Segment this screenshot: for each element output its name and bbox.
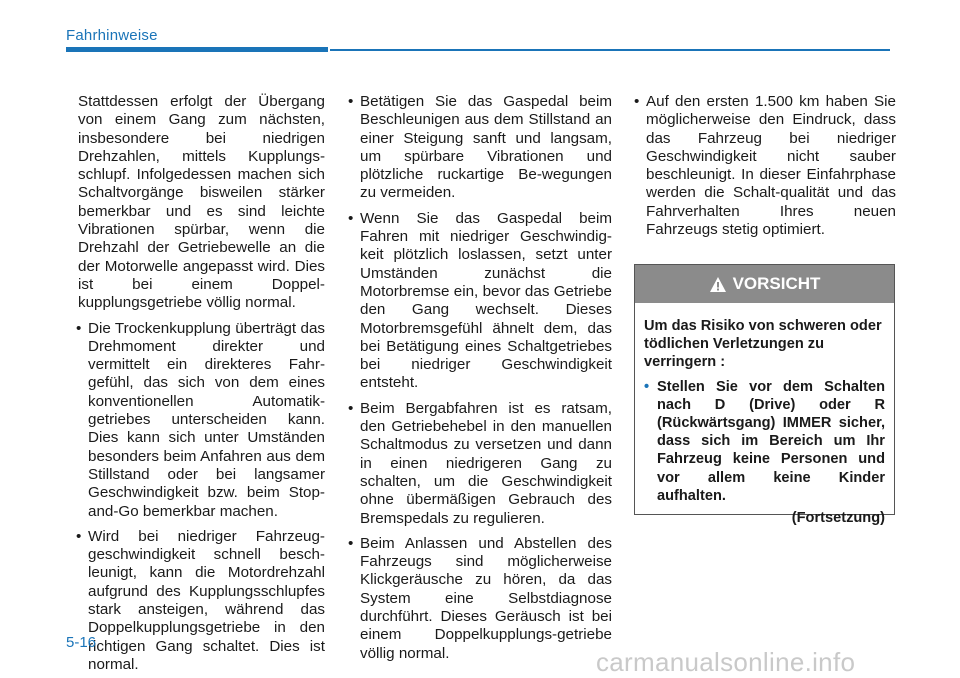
caution-header [635, 265, 894, 303]
caution-box [634, 264, 895, 527]
bullet-list-2 [348, 93, 612, 663]
caution-body [635, 303, 894, 527]
list-item-text: Beim Bergabfahren ist es ratsam, den Getriebehebel in den manuellen Schaltmodus zu versetzen und dann in einen niedrigeren Gang zu schalten, um die Geschwindigkeit ohne übermäßigen Gebrauch des Bremspedals zu regulieren. [360, 399, 612, 527]
bullet-list-1 [76, 320, 325, 675]
caution-title: VORSICHT [732, 274, 821, 293]
text-column-2 [348, 93, 612, 663]
list-item [348, 93, 612, 203]
list-item [348, 210, 612, 393]
list-item [348, 400, 612, 528]
list-item-text: Wenn Sie das Gaspedal beim Fahren mit niedriger Geschwindig-keit plötzlich loslassen, setzt unter Umständen zunächst die Motorbremse ein, bevor das Getriebe den Gang wechselt. Dieses Motorbremsgefühl ähnelt dem, das bei Betätigung eines Schaltgetriebes bei niedriger Geschwindigkeit entsteht. [360, 209, 612, 392]
list-item-text: Die Trockenkupplung überträgt das Drehmoment direkter und vermittelt ein direkteres Fahr-gefühl, das sich von dem eines konventionellen Automatik-getriebes unterscheiden kann. Dies kann sich unter Umständen besonders beim Anfahren aus dem Stillstand oder bei langsamer Geschwindigkeit bzw. beim Stop-and-Go bemerkbar machen. [88, 319, 325, 520]
list-item [348, 535, 612, 663]
warning-triangle-icon [709, 276, 727, 293]
bullet-icon: • [76, 527, 82, 545]
page-number: 5-16 [66, 634, 97, 651]
list-item [634, 93, 896, 239]
text-column-3 [634, 93, 896, 239]
list-item-text: Auf den ersten 1.500 km haben Sie möglicherweise den Eindruck, dass das Fahrzeug bei niedriger Geschwindigkeit nicht sauber beschleunigt. In dieser Einfahrphase werden die Schalt-qualität und das Fahrverhalten Ihres neuen Fahrzeugs stetig optimiert. [646, 93, 896, 239]
list-item-text: Stellen Sie vor dem Schalten nach D (Drive) oder R (Rückwärtsgang) IMMER sicher, dass sich im Bereich um Ihr Fahrzeug keine Personen und vor allem keine Kinder aufhalten. [657, 378, 885, 504]
bullet-icon: • [634, 93, 640, 110]
bullet-icon: • [76, 319, 82, 337]
bullet-list-3 [634, 93, 896, 239]
bullet-icon: • [348, 209, 354, 227]
bullet-icon: • [348, 399, 354, 417]
header-rule-thin [330, 49, 890, 51]
text-column-1 [76, 93, 325, 674]
bullet-icon: • [348, 93, 354, 110]
watermark: carmanualsonline.info [596, 647, 856, 677]
list-item [644, 378, 885, 505]
continuation-paragraph: Stattdessen erfolgt der Übergang von einem Gang zum nächsten, insbesondere bei niedrigen Drehzahlen, mittels Kupplungs-schlupf. Infolgedessen machen sich Schaltvorgänge bisweilen stärker bemerkbar und es sind leichte Vibrationen spürbar, wenn die Drehzahl der Getriebewelle an die der Motorwelle angepasst wird. Dies ist bei einem Doppel-kupplungsgetriebe völlig normal. [78, 93, 325, 312]
list-item-text: Beim Anlassen und Abstellen des Fahrzeugs sind möglicherweise Klickgeräusche zu hören, da das System eine Selbstdiagnose durchführt. Dieses Geräusch ist bei einem Doppelkupplungs-getriebe völlig normal. [360, 534, 612, 662]
section-title: Fahrhinweise [66, 27, 158, 44]
caution-list [644, 378, 885, 505]
header-rule-thick [66, 47, 328, 52]
caution-intro: Um das Risiko von schweren oder tödlichen Verletzungen zu verringern : [644, 318, 882, 371]
list-item-text: Betätigen Sie das Gaspedal beim Beschleunigen aus dem Stillstand an einer Steigung sanft und langsam, um spürbare Vibrationen und plötzliche ruckartige Be-wegungen zu vermeiden. [360, 93, 612, 202]
list-item [76, 320, 325, 521]
list-item [76, 528, 325, 674]
continued-label: (Fortsetzung) [791, 510, 885, 527]
bullet-icon: • [348, 534, 354, 552]
bullet-icon: • [644, 378, 650, 395]
list-item-text: Wird bei niedriger Fahrzeug-geschwindigkeit schnell besch-leunigt, kann die Motordrehzahl aufgrund des Kupplungsschlupfes stark ansteigen, während das Doppelkupplungsgetriebe in den richtigen Gang schaltet. Dies ist normal. [88, 527, 325, 673]
